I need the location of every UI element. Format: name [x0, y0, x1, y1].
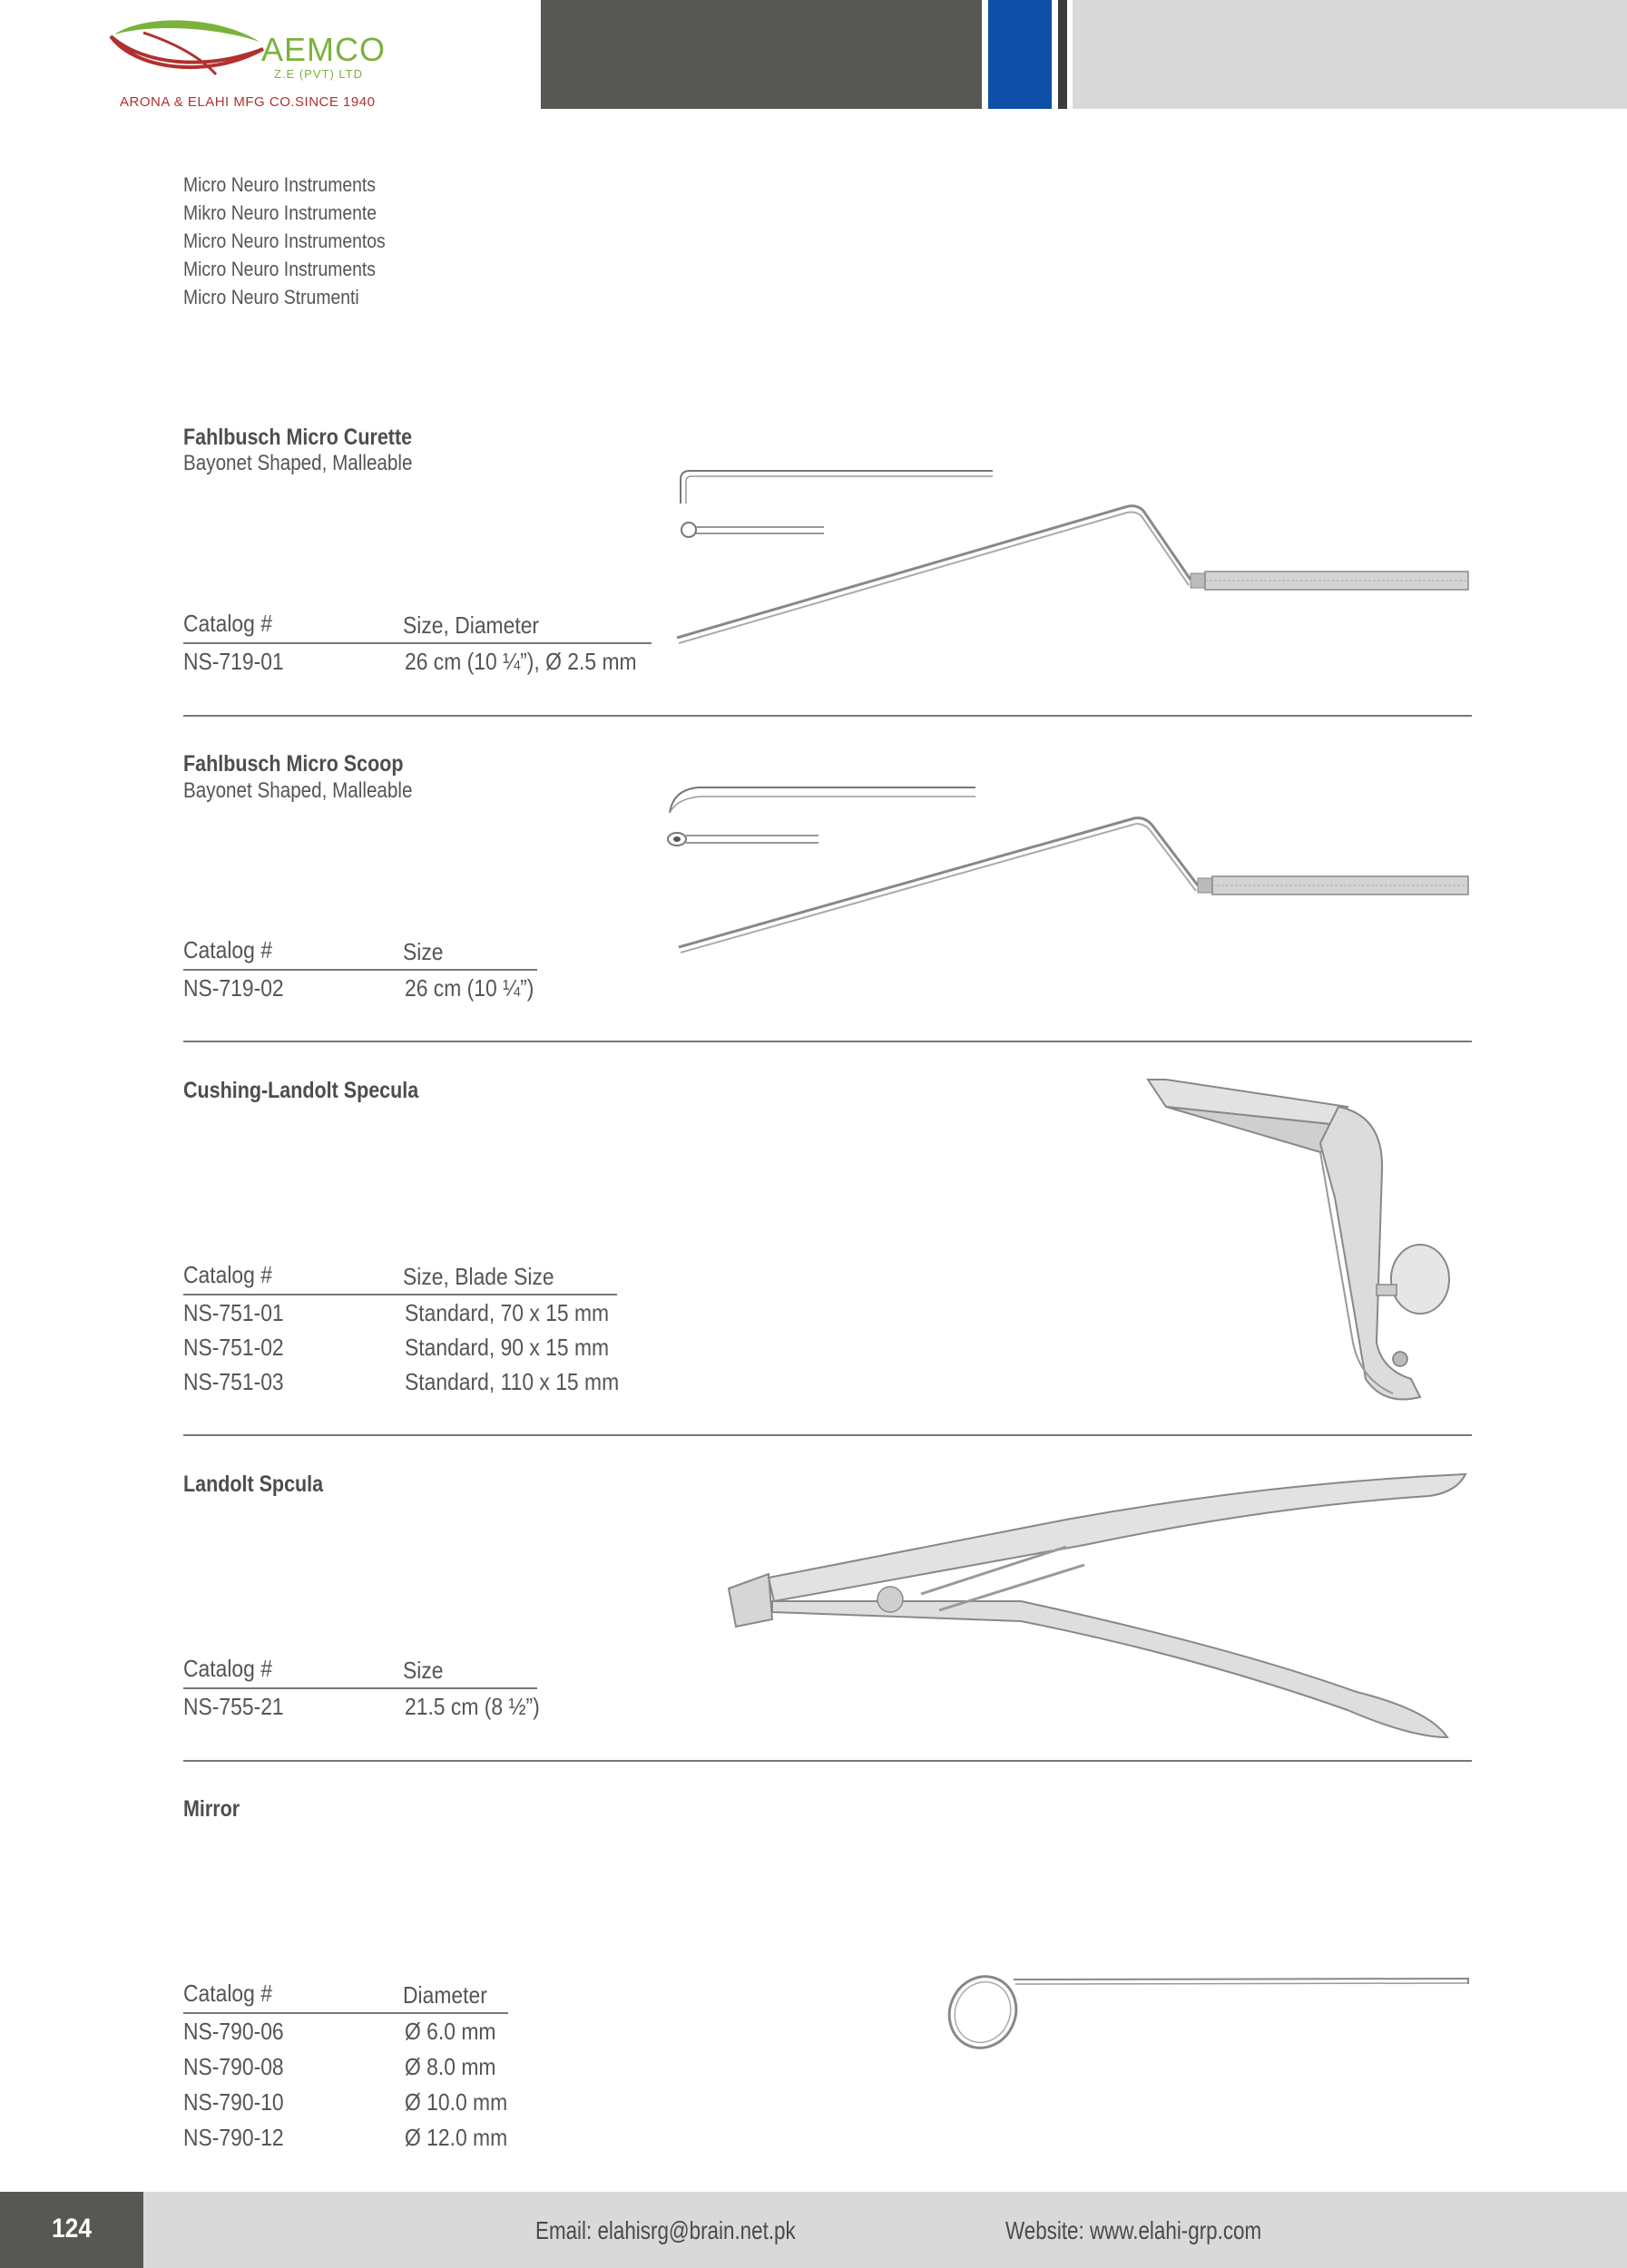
- size-value: Ø 10.0 mm: [405, 2088, 508, 2116]
- specula-illustration: [1139, 1070, 1456, 1415]
- company-logo: [107, 15, 397, 114]
- catalog-number: NS-719-01: [183, 648, 284, 675]
- header-bar-black: [1058, 0, 1067, 109]
- size-header: Diameter: [403, 1981, 487, 2009]
- size-value: Ø 12.0 mm: [405, 2124, 508, 2151]
- table-header-rule: [183, 2012, 508, 2014]
- title-en: Micro Neuro Instruments: [183, 173, 376, 196]
- product-title: Mirror: [183, 1796, 240, 1822]
- catalog-number: NS-790-12: [183, 2124, 284, 2151]
- header-bar-dark: [541, 0, 982, 109]
- catalog-number: NS-751-02: [183, 1334, 284, 1361]
- size-value: Ø 6.0 mm: [405, 2018, 496, 2045]
- section-divider: [183, 1434, 1472, 1436]
- product-title: Fahlbusch Micro Curette: [183, 425, 413, 450]
- product-title: Fahlbusch Micro Scoop: [183, 751, 404, 777]
- size-value: 26 cm (10 ¼”): [405, 974, 534, 1002]
- landolt-specula-illustration: [721, 1465, 1475, 1742]
- brand-name: AEMCO: [261, 31, 387, 68]
- catalog-number: NS-755-21: [183, 1693, 284, 1720]
- catalog-number: NS-790-06: [183, 2018, 284, 2045]
- size-value: Standard, 90 x 15 mm: [405, 1334, 610, 1361]
- table-header-rule: [183, 1294, 617, 1295]
- section-divider: [183, 1760, 1472, 1762]
- footer-email[interactable]: Email: elahisrg@brain.net.pk: [535, 2216, 796, 2244]
- catalog-header: Catalog #: [183, 1980, 272, 2007]
- title-es: Micro Neuro Instrumentos: [183, 230, 386, 252]
- product-title: Landolt Spcula: [183, 1471, 324, 1497]
- leaf-logo-icon: [107, 15, 270, 87]
- size-header: Size: [403, 1657, 444, 1684]
- product-title: Cushing-Landolt Specula: [183, 1078, 419, 1103]
- size-value: 26 cm (10 ¼”), Ø 2.5 mm: [405, 648, 637, 675]
- title-de: Mikro Neuro Instrumente: [183, 201, 377, 224]
- section-divider: [183, 715, 1472, 717]
- size-value: Standard, 110 x 15 mm: [405, 1368, 620, 1395]
- footer-website[interactable]: Website: www.elahi-grp.com: [1005, 2216, 1262, 2244]
- product-subtitle: Bayonet Shaped, Malleable: [183, 451, 413, 475]
- micro-curette-illustration: [671, 458, 1479, 658]
- size-value: 21.5 cm (8 ½”): [405, 1693, 540, 1720]
- catalog-header: Catalog #: [183, 1261, 272, 1288]
- title-it: Micro Neuro Strumenti: [183, 286, 359, 308]
- category-titles: [183, 171, 413, 311]
- catalog-number: NS-751-03: [183, 1368, 284, 1395]
- size-value: Standard, 70 x 15 mm: [405, 1299, 610, 1326]
- brand-subtitle: Z.E (PVT) LTD: [274, 67, 363, 81]
- catalog-header: Catalog #: [183, 1655, 272, 1682]
- catalog-header: Catalog #: [183, 936, 272, 963]
- table-header-rule: [183, 969, 537, 971]
- table-header-rule: [183, 642, 652, 644]
- mirror-illustration: [939, 1960, 1475, 2050]
- section-divider: [183, 1041, 1472, 1042]
- catalog-number: NS-790-08: [183, 2053, 284, 2080]
- catalog-number: NS-790-10: [183, 2088, 284, 2116]
- catalog-number: NS-751-01: [183, 1299, 284, 1326]
- size-header: Size, Diameter: [403, 611, 540, 639]
- catalog-header: Catalog #: [183, 610, 272, 637]
- size-header: Size, Blade Size: [403, 1263, 554, 1290]
- catalog-number: NS-719-02: [183, 974, 284, 1002]
- size-value: Ø 8.0 mm: [405, 2053, 496, 2080]
- table-header-rule: [183, 1687, 537, 1689]
- header-bar-light: [1073, 0, 1627, 109]
- product-subtitle: Bayonet Shaped, Malleable: [183, 778, 413, 803]
- title-fr: Micro Neuro Instruments: [183, 258, 376, 280]
- brand-tagline: ARONA & ELAHI MFG CO.SINCE 1940: [120, 94, 376, 110]
- page-number: 124: [51, 2214, 93, 2244]
- size-header: Size: [403, 938, 444, 965]
- micro-scoop-illustration: [662, 778, 1479, 960]
- header-bar-blue: [988, 0, 1052, 109]
- footer-bar: [0, 2192, 1627, 2268]
